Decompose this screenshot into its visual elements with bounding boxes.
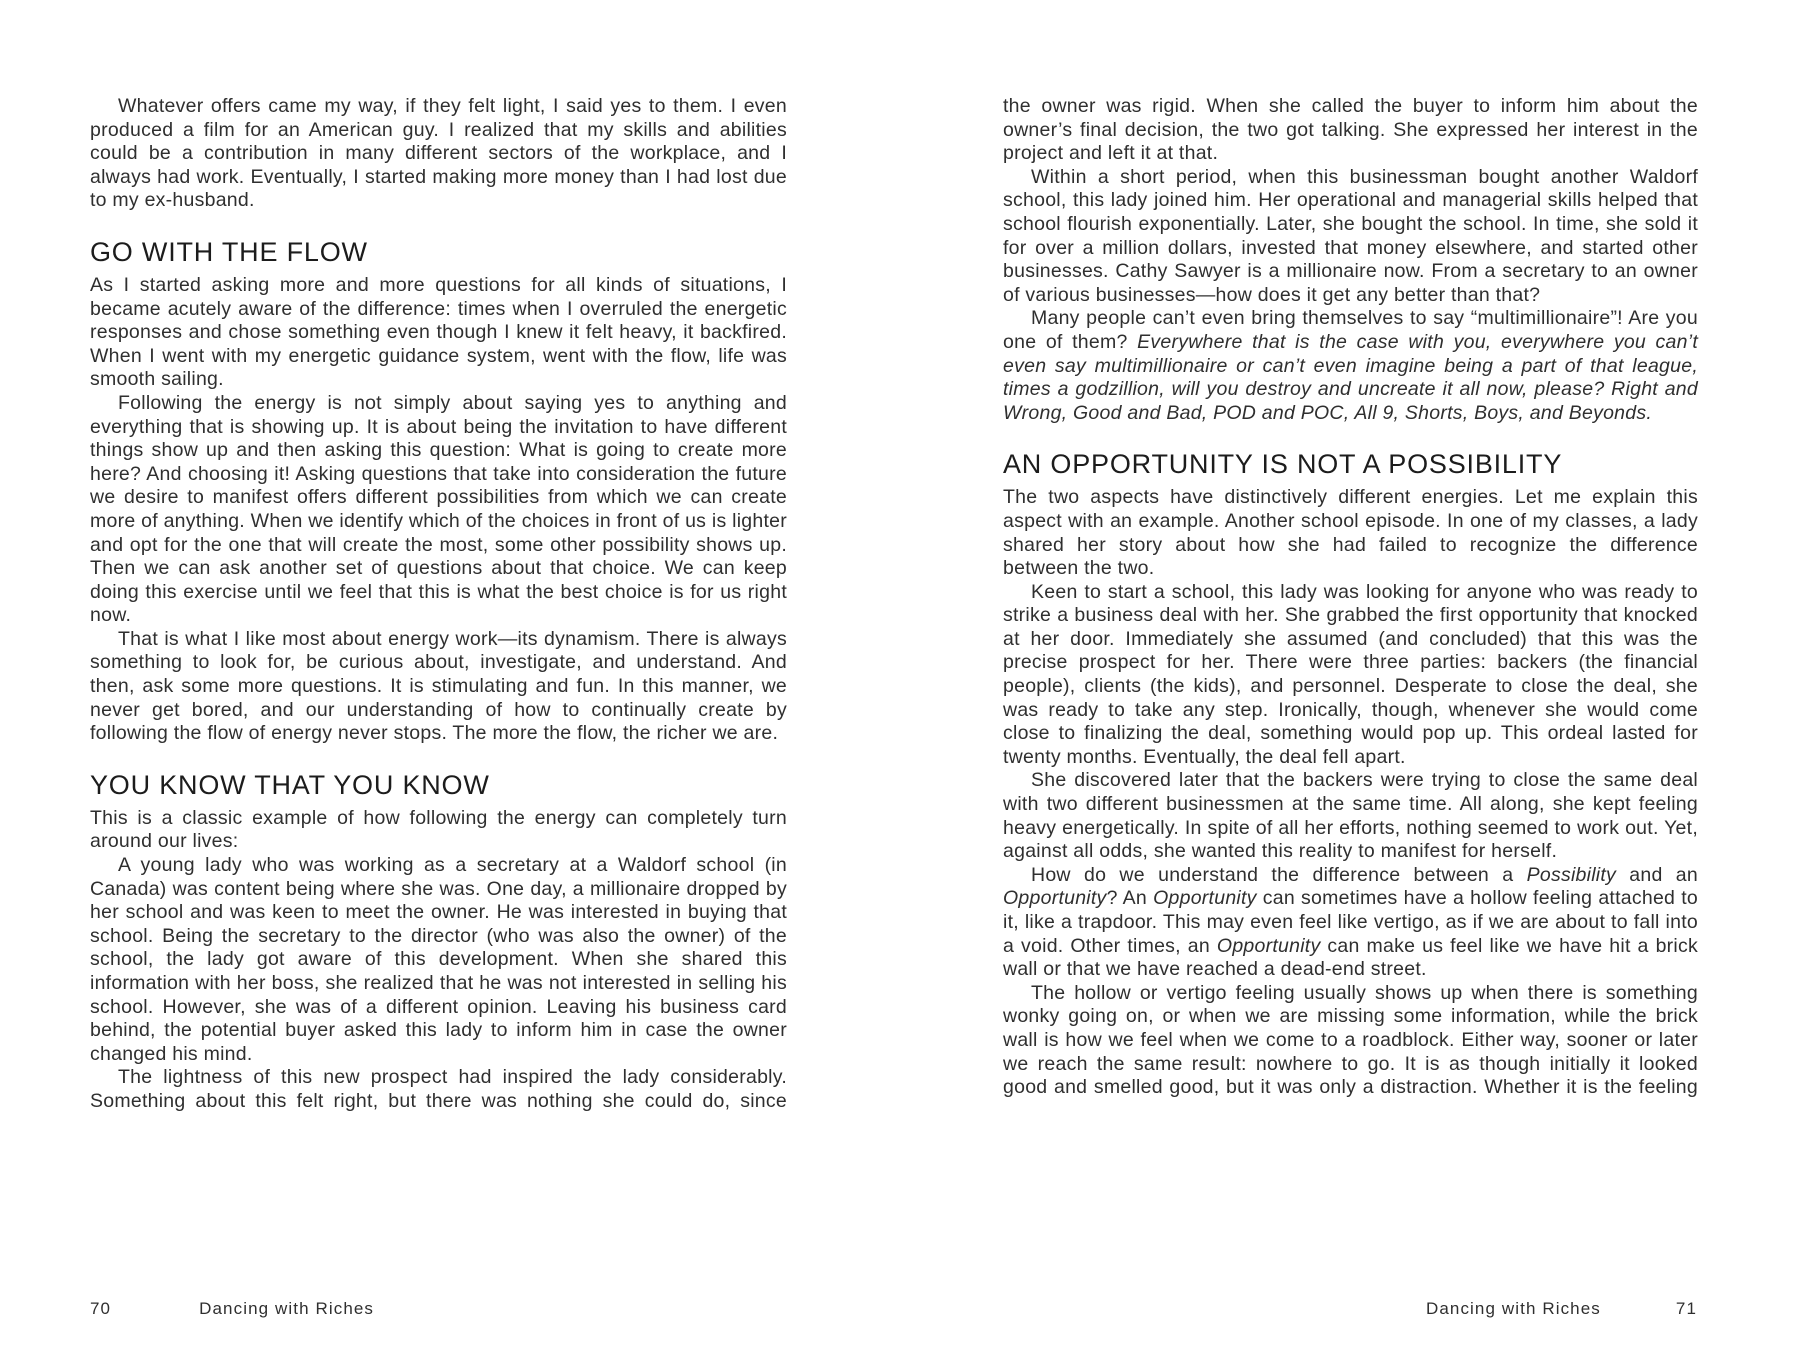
text-run: The hollow or vertigo feeling usually shows up when there is something wonky going on, or when we are missing some information, while the brick wall is how we feel when we come to a roadblock. Either way, sooner or later we reach the same result: nowhere to go. It is as though initially it looked good and smelled good, but it was only a distraction. Whether it is the feeling xyxy=(1003,981,1698,1099)
text-run: ? An xyxy=(1106,887,1154,910)
body-paragraph xyxy=(1003,307,1698,425)
right-page-footer xyxy=(1426,1299,1697,1319)
text-run: can make us feel like we have hit a brick wall or that we have reached a dead-end street. xyxy=(1003,934,1699,981)
text-run: This is a classic example of how following the energy can completely turn around our lives: xyxy=(90,806,787,853)
italic-text-run: Everywhere that is the case with you, everywhere you can’t even say multimillionaire or can’t even imagine being a part of that league, times a godzillion, will you destroy and uncreate it all now, please? Right and Wrong, Good and Bad, POD and POC, All 9, Shorts, Boys, and Beyonds. xyxy=(1003,330,1698,424)
left-page-number: 70 xyxy=(90,1299,112,1318)
left-running-title: Dancing with Riches xyxy=(199,1299,375,1318)
text-run: Within a short period, when this businessman bought another Waldorf school, this lady joined him. Her operational and managerial skills helped that school flourish exponentially. Later, she bought the school. In time, she sold it for over a million dollars, invested that money elsewhere, and started other businesses. Cathy Sawyer is a millionaire now. From a secretary to an owner of various businesses—how does it get any better than that? xyxy=(1003,165,1698,306)
body-paragraph xyxy=(90,807,787,854)
text-run: The lightness of this new prospect had inspired the lady considerably. Something about this felt right, but there was nothing she could do, since xyxy=(90,1066,787,1112)
right-running-title: Dancing with Riches xyxy=(1425,1299,1601,1318)
body-paragraph xyxy=(1003,769,1698,863)
text-run: That is what I like most about energy work—its dynamism. There is always something to look for, be curious about, investigate, and understand. And then, ask some more questions. It is stimulating and fun. In this manner, we never get bored, and our understanding of how to continually create by following the flow of energy never stops. The more the flow, the richer we are. xyxy=(90,627,787,745)
text-run: the owner was rigid. When she called the buyer to inform him about the owner’s final decision, the two got talking. She expressed her interest in the project and left it at that. xyxy=(1003,95,1698,165)
text-run: Whatever offers came my way, if they felt light, I said yes to them. I even produced a film for an American guy. I realized that my skills and abilities could be a contribution in many different sectors of the workplace, and I always had work. Eventually, I started making more money than I had lost due to my ex-husband. xyxy=(90,95,787,212)
text-run: Many people can’t even bring themselves to say “multimillionaire”! Are you one of them? xyxy=(1003,307,1698,353)
text-run: How do we understand the difference between a xyxy=(1031,863,1527,886)
italic-text-run: Opportunity xyxy=(1003,887,1107,910)
section-heading: AN OPPORTUNITY IS NOT A POSSIBILITY xyxy=(1003,449,1563,480)
italic-text-run: Opportunity xyxy=(1153,887,1257,910)
body-paragraph xyxy=(1003,486,1698,580)
left-page-text-column xyxy=(90,95,787,1114)
body-paragraph xyxy=(1003,166,1698,308)
body-paragraph xyxy=(1003,982,1698,1100)
text-run: The two aspects have distinctively different energies. Let me explain this aspect with an example. Another school episode. In one of my classes, a lady shared her story about how she had failed to recognize the difference between the two. xyxy=(1003,486,1698,580)
body-paragraph xyxy=(1003,864,1698,982)
italic-text-run: Possibility xyxy=(1526,863,1617,886)
text-run: As I started asking more and more questions for all kinds of situations, I became acutely aware of the difference: times when I overruled the energetic responses and chose something even though I knew it felt heavy, it backfired. When I went with my energetic guidance system, went with the flow, life was smooth sailing. xyxy=(90,273,787,391)
body-paragraph xyxy=(1003,581,1698,770)
text-run: A young lady who was working as a secretary at a Waldorf school (in Canada) was content being where she was. One day, a millionaire dropped by her school and was keen to meet the owner. He was interested in buying that school. Being the secretary to the director (who was also the owner) of the school, the lady got aware of this development. When she shared this information with her boss, she realized that he was not interested in selling his school. However, she was of a different opinion. Leaving his business card behind, the potential buyer asked this lady to inform him in case the owner changed his mind. xyxy=(90,854,787,1065)
section-heading: GO WITH THE FLOW xyxy=(90,236,368,267)
text-run: Following the energy is not simply about saying yes to anything and everything that is showing up. It is about being the invitation to have different things show up and then asking this question: What is going to create more here? And choosing it! Asking questions that take into consideration the future we desire to manifest offers different possibilities from which we can create more of anything. When we identify which of the choices in front of us is lighter and opt for the one that will create the most, some other possibility shows up. Then we can ask another set of questions about that choice. We can keep doing this exercise until we feel that this is what the best choice is for us right now. xyxy=(90,391,787,627)
body-paragraph xyxy=(1003,95,1698,166)
right-page-text-column xyxy=(1003,95,1698,1100)
text-run: Keen to start a school, this lady was looking for anyone who was ready to strike a business deal with her. She grabbed the first opportunity that knocked at her door. Immediately she assumed (and concluded) that this was the precise prospect for her. There were three parties: backers (the financial people), clients (the kids), and personnel. Desperate to close the deal, she was ready to take any step. Ironically, though, whenever she would come close to finalizing the deal, something would pop up. This ordeal lasted for twenty months. Eventually, the deal fell apart. xyxy=(1003,580,1698,768)
body-paragraph xyxy=(90,628,787,746)
italic-text-run: Opportunity xyxy=(1216,934,1321,957)
body-paragraph xyxy=(90,274,787,392)
text-run: She discovered later that the backers were trying to close the same deal with two different businessmen at the same time. All along, she kept feeling heavy energetically. In spite of all her efforts, nothing seemed to work out. Yet, against all odds, she wanted this reality to manifest for herself. xyxy=(1003,769,1698,863)
text-run: can sometimes have a hollow feeling attached to it, like a trapdoor. This may even feel like vertigo, as if we are about to fall into a void. Other times, an xyxy=(1003,887,1698,957)
section-heading: YOU KNOW THAT YOU KNOW xyxy=(90,769,490,800)
body-paragraph xyxy=(90,392,787,628)
page-right xyxy=(900,0,1800,1350)
left-page-footer xyxy=(90,1299,374,1319)
body-paragraph xyxy=(90,95,787,213)
body-paragraph xyxy=(90,1066,787,1113)
body-paragraph xyxy=(90,854,787,1066)
text-run: and an xyxy=(1616,863,1699,886)
right-page-number: 71 xyxy=(1675,1299,1697,1318)
